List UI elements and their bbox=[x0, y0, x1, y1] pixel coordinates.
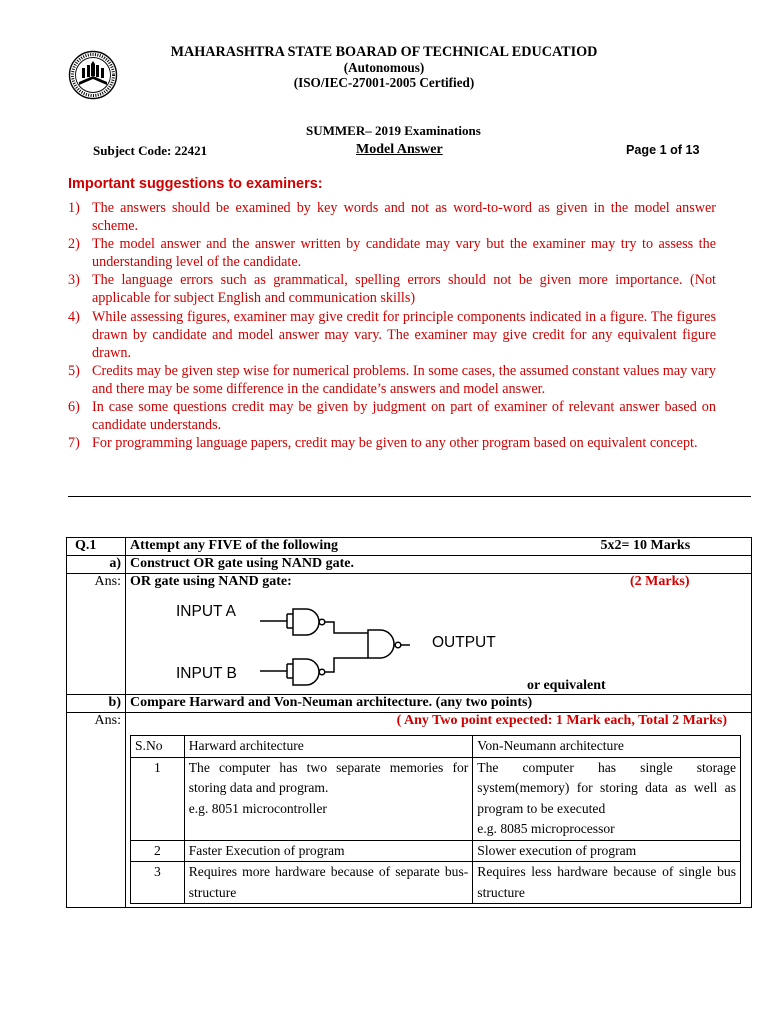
suggestion-text: While assessing figures, examiner may give credit for principle components indicated in a figure. The figures drawn by candidate and model answer may vary. The examiner may give credit for any equivalent figure drawn. bbox=[92, 308, 716, 361]
comparison-cell-line: Slower execution of program bbox=[477, 842, 637, 858]
answer-b-marks: ( Any Two point expected: 1 Mark each, Total 2 Marks) bbox=[396, 713, 727, 728]
comparison-cell-line: Requires less hardware because of single bus structure bbox=[477, 864, 736, 900]
subject-code: Subject Code: 22421 bbox=[93, 143, 208, 158]
suggestion-item bbox=[68, 199, 716, 235]
suggestion-item bbox=[68, 398, 716, 434]
question-table bbox=[66, 537, 752, 908]
suggestion-item bbox=[68, 308, 716, 362]
comparison-cell-line: The computer has single storage system(memory) for storing data as well as program to be executed bbox=[477, 759, 736, 816]
answer-a-row bbox=[67, 574, 752, 695]
answer-b-cell bbox=[126, 713, 752, 908]
von-neumann-cell bbox=[473, 862, 741, 904]
suggestions-title-text: Important suggestions to examiners: bbox=[68, 176, 323, 192]
or-equivalent-note: or equivalent bbox=[527, 678, 606, 693]
suggestion-item bbox=[68, 235, 716, 271]
board-name: MAHARASHTRA STATE BOARAD OF TECHNICAL EDUCATIOD bbox=[170, 44, 598, 60]
comparison-header-cell: S.No bbox=[131, 736, 185, 758]
suggestion-number: 7) bbox=[68, 435, 80, 452]
suggestion-text: In case some questions credit may be given by judgment on part of examiner of relevant answer based on candidate understands. bbox=[92, 399, 716, 434]
suggestion-number: 3) bbox=[68, 272, 80, 289]
comparison-cell-line: Faster Execution of program bbox=[188, 842, 345, 858]
suggestion-number: 6) bbox=[68, 399, 80, 416]
suggestions-title bbox=[68, 176, 323, 192]
certification-label: (ISO/IEC-27001-2005 Certified) bbox=[293, 75, 475, 90]
suggestion-number: 2) bbox=[68, 236, 80, 253]
comparison-row bbox=[131, 840, 741, 862]
subquestion-b-label: b) bbox=[67, 695, 126, 713]
comparison-cell-line: Requires more hardware because of separate bus-structure bbox=[188, 864, 469, 900]
subquestion-b-text: Compare Harward and Von-Neuman architecture. (any two points) bbox=[126, 695, 752, 713]
suggestion-text: Credits may be given step wise for numerical problems. In some cases, the assumed constant values may vary and there may be some difference in the candidate’s answers and model answer. bbox=[92, 362, 716, 397]
comparison-sno: 1 bbox=[131, 757, 185, 840]
suggestion-text: For programming language papers, credit may be given to any other program based on equivalent concept. bbox=[92, 435, 698, 452]
comparison-row bbox=[131, 757, 741, 840]
suggestions-list bbox=[68, 199, 716, 452]
comparison-cell-line: The computer has two separate memories for storing data and program. bbox=[188, 759, 469, 795]
question-marks: 5x2= 10 Marks bbox=[600, 538, 691, 553]
subquestion-a-text: Construct OR gate using NAND gate. bbox=[126, 556, 752, 574]
suggestion-text: The answers should be examined by key words and not as word-to-word as given in the model answer scheme. bbox=[92, 200, 716, 235]
suggestion-text: The model answer and the answer written by candidate may vary but the examiner may try to assess the understanding level of the candidate. bbox=[92, 236, 716, 271]
question-text: Attempt any FIVE of the following bbox=[130, 538, 339, 553]
comparison-sno: 2 bbox=[131, 840, 185, 862]
answer-a-marks: (2 Marks) bbox=[630, 574, 690, 589]
or-gate-nand-diagram bbox=[130, 574, 768, 694]
comparison-cell-line: e.g. 8085 microprocessor bbox=[477, 821, 615, 836]
answer-a-title: OR gate using NAND gate: bbox=[130, 574, 292, 589]
model-answer-title: Model Answer bbox=[356, 142, 443, 157]
harward-cell bbox=[184, 862, 473, 904]
nand-gate-a-bubble bbox=[319, 619, 325, 625]
nand-gate-out-bubble bbox=[395, 642, 401, 648]
output-label: OUTPUT bbox=[432, 634, 496, 651]
question-row bbox=[67, 538, 752, 556]
comparison-header-row bbox=[131, 736, 741, 758]
suggestion-number: 4) bbox=[68, 308, 80, 325]
von-neumann-cell bbox=[473, 840, 741, 862]
subquestion-b-row bbox=[67, 695, 752, 713]
comparison-header-cell: Von-Neumann architecture bbox=[473, 736, 741, 758]
nand-gate-a bbox=[293, 609, 319, 635]
answer-b-row bbox=[67, 713, 752, 908]
comparison-table bbox=[130, 735, 741, 904]
subquestion-a-row bbox=[67, 556, 752, 574]
suggestion-text: The language errors such as grammatical, spelling errors should not be given more importance. (Not applicable for subject English and communication skills) bbox=[92, 272, 716, 307]
divider bbox=[68, 496, 751, 497]
suggestion-item bbox=[68, 434, 716, 452]
comparison-sno: 3 bbox=[131, 862, 185, 904]
nand-gate-b-bubble bbox=[319, 669, 325, 675]
input-a-label: INPUT A bbox=[176, 603, 237, 620]
comparison-row bbox=[131, 862, 741, 904]
subquestion-a-label: a) bbox=[67, 556, 126, 574]
suggestion-item bbox=[68, 271, 716, 307]
harward-cell bbox=[184, 840, 473, 862]
nand-gate-out bbox=[368, 630, 394, 658]
suggestion-item bbox=[68, 362, 716, 398]
von-neumann-cell bbox=[473, 757, 741, 840]
comparison-header-cell: Harward architecture bbox=[184, 736, 473, 758]
exam-session: SUMMER– 2019 Examinations bbox=[306, 123, 481, 138]
harward-cell bbox=[184, 757, 473, 840]
suggestion-number: 1) bbox=[68, 200, 80, 216]
autonomous-label: (Autonomous) bbox=[343, 60, 425, 75]
suggestion-number: 5) bbox=[68, 362, 80, 379]
page-number: Page 1 of 13 bbox=[626, 143, 700, 157]
answer-a-cell bbox=[126, 574, 752, 695]
question-cell bbox=[126, 538, 752, 556]
input-b-label: INPUT B bbox=[176, 665, 237, 682]
question-number: Q.1 bbox=[67, 538, 126, 556]
answer-b-label: Ans: bbox=[67, 713, 126, 908]
comparison-cell-line: e.g. 8051 microcontroller bbox=[188, 800, 327, 816]
answer-a-label: Ans: bbox=[67, 574, 126, 695]
nand-gate-b bbox=[293, 659, 319, 685]
